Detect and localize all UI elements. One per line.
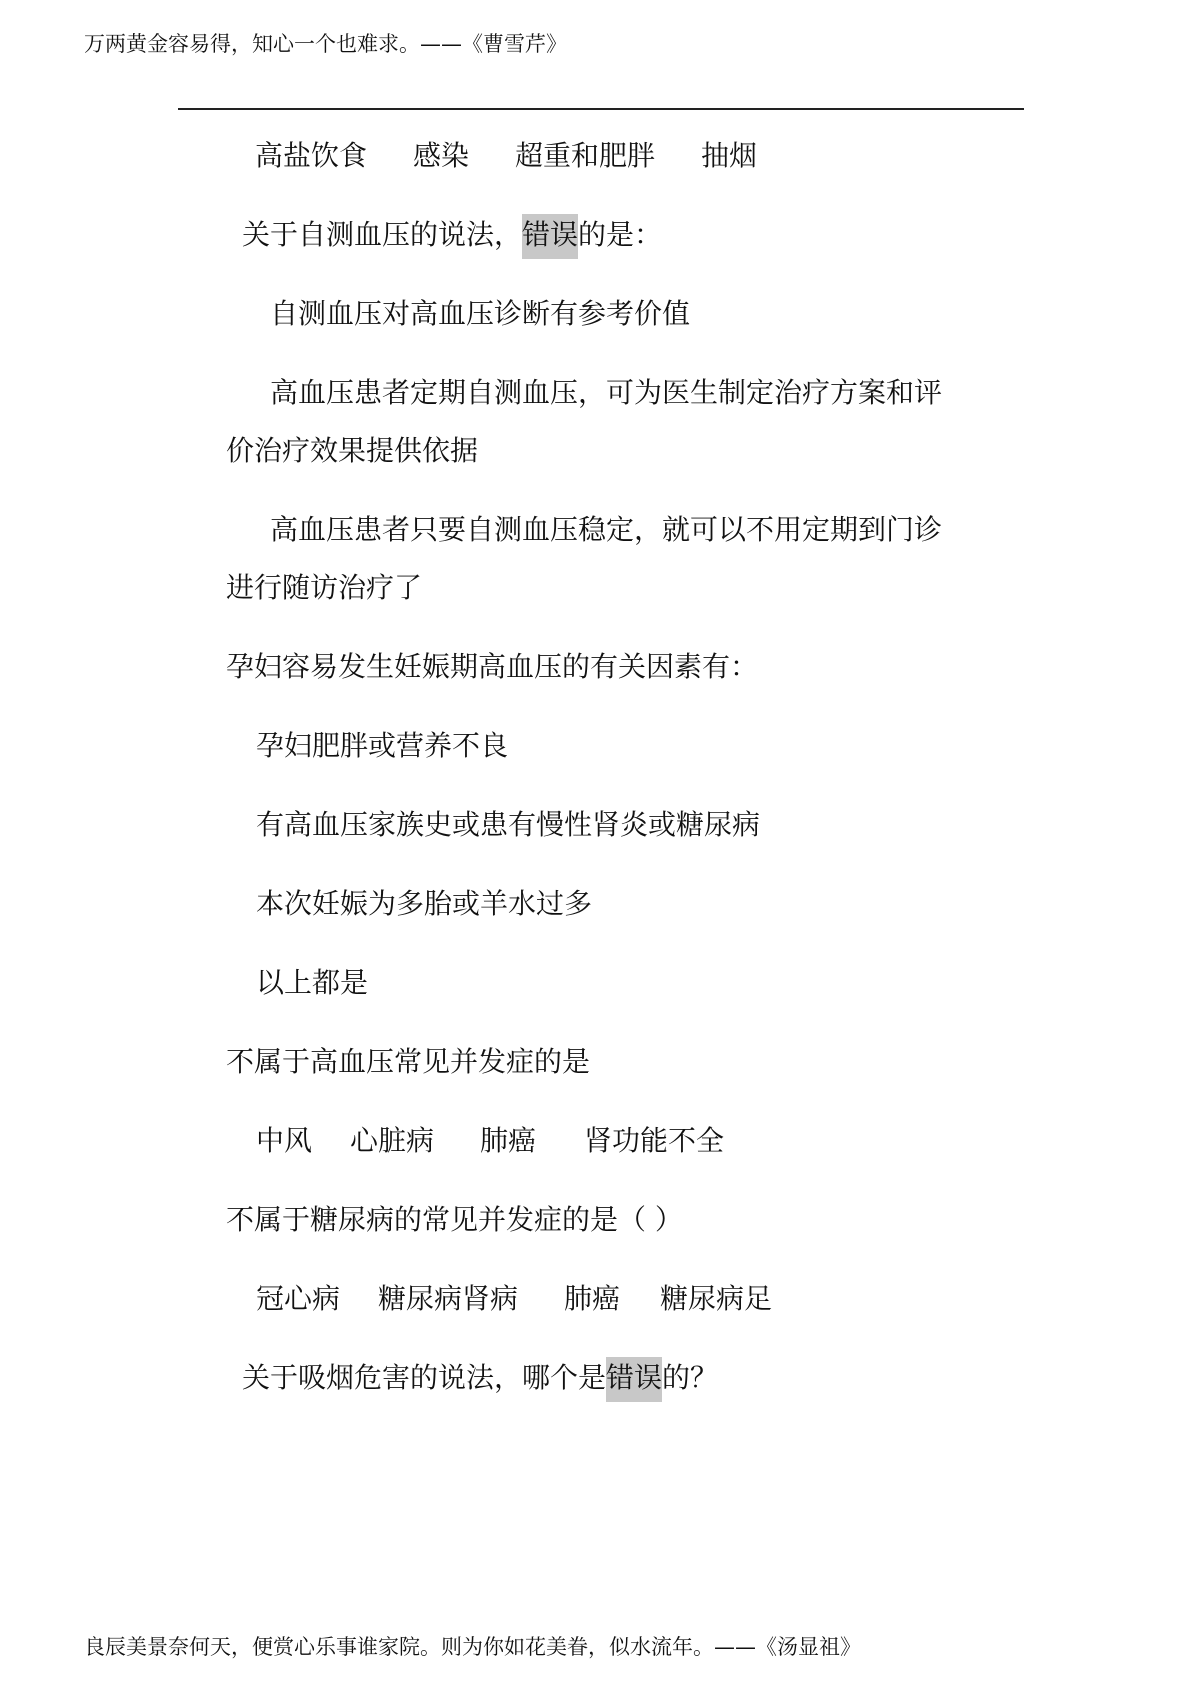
q5-stem (242, 1361, 719, 1394)
q1-option-3: 高血压患者只要自测血压稳定，就可以不用定期到门诊 (270, 513, 943, 546)
q1-stem (242, 218, 663, 251)
q0-options (255, 139, 758, 172)
q0-option-2: 感染 (413, 139, 470, 172)
q5-highlight: 错误 (606, 1357, 662, 1402)
q3-stem: 不属于高血压常见并发症的是 (226, 1045, 591, 1078)
q3-options (256, 1124, 725, 1157)
q2-option-3: 本次妊娠为多胎或羊水过多 (256, 887, 593, 920)
q1-option-2-cont: 价治疗效果提供依据 (226, 434, 479, 467)
q3-option-1: 中风 (256, 1124, 313, 1157)
q2-option-1: 孕妇肥胖或营养不良 (256, 729, 509, 762)
q5-stem-post: 的？ (662, 1361, 719, 1394)
q5-stem-pre: 关于吸烟危害的说法，哪个是 (242, 1361, 607, 1394)
q3-option-3: 肺癌 (480, 1124, 537, 1157)
q4-option-4: 糖尿病足 (660, 1282, 773, 1315)
q0-option-1: 高盐饮食 (255, 139, 368, 172)
q4-option-2: 糖尿病肾病 (378, 1282, 519, 1315)
q2-stem: 孕妇容易发生妊娠期高血压的有关因素有： (226, 650, 759, 683)
q1-option-3-cont: 进行随访治疗了 (226, 571, 423, 604)
q1-stem-post: 的是： (578, 218, 663, 251)
q0-option-4: 抽烟 (701, 139, 758, 172)
q3-option-4: 肾功能不全 (584, 1124, 725, 1157)
header-quote: 万两黄金容易得，知心一个也难求。——《曹雪芹》 (84, 32, 567, 56)
q3-option-2: 心脏病 (350, 1124, 435, 1157)
q4-option-3: 肺癌 (564, 1282, 621, 1315)
q1-option-2: 高血压患者定期自测血压，可为医生制定治疗方案和评 (270, 376, 943, 409)
q0-option-3: 超重和肥胖 (515, 139, 656, 172)
q1-option-1: 自测血压对高血压诊断有参考价值 (270, 297, 691, 330)
q2-option-4: 以上都是 (256, 966, 369, 999)
q4-option-1: 冠心病 (256, 1282, 341, 1315)
header-divider (178, 108, 1024, 110)
footer-quote: 良辰美景奈何天，便赏心乐事谁家院。则为你如花美眷，似水流年。——《汤显祖》 (84, 1635, 861, 1659)
q2-option-2: 有高血压家族史或患有慢性肾炎或糖尿病 (256, 808, 761, 841)
q4-stem: 不属于糖尿病的常见并发症的是（ ） (226, 1203, 683, 1236)
q1-stem-pre: 关于自测血压的说法， (242, 218, 523, 251)
q1-highlight: 错误 (522, 214, 578, 259)
q4-options (256, 1282, 773, 1315)
